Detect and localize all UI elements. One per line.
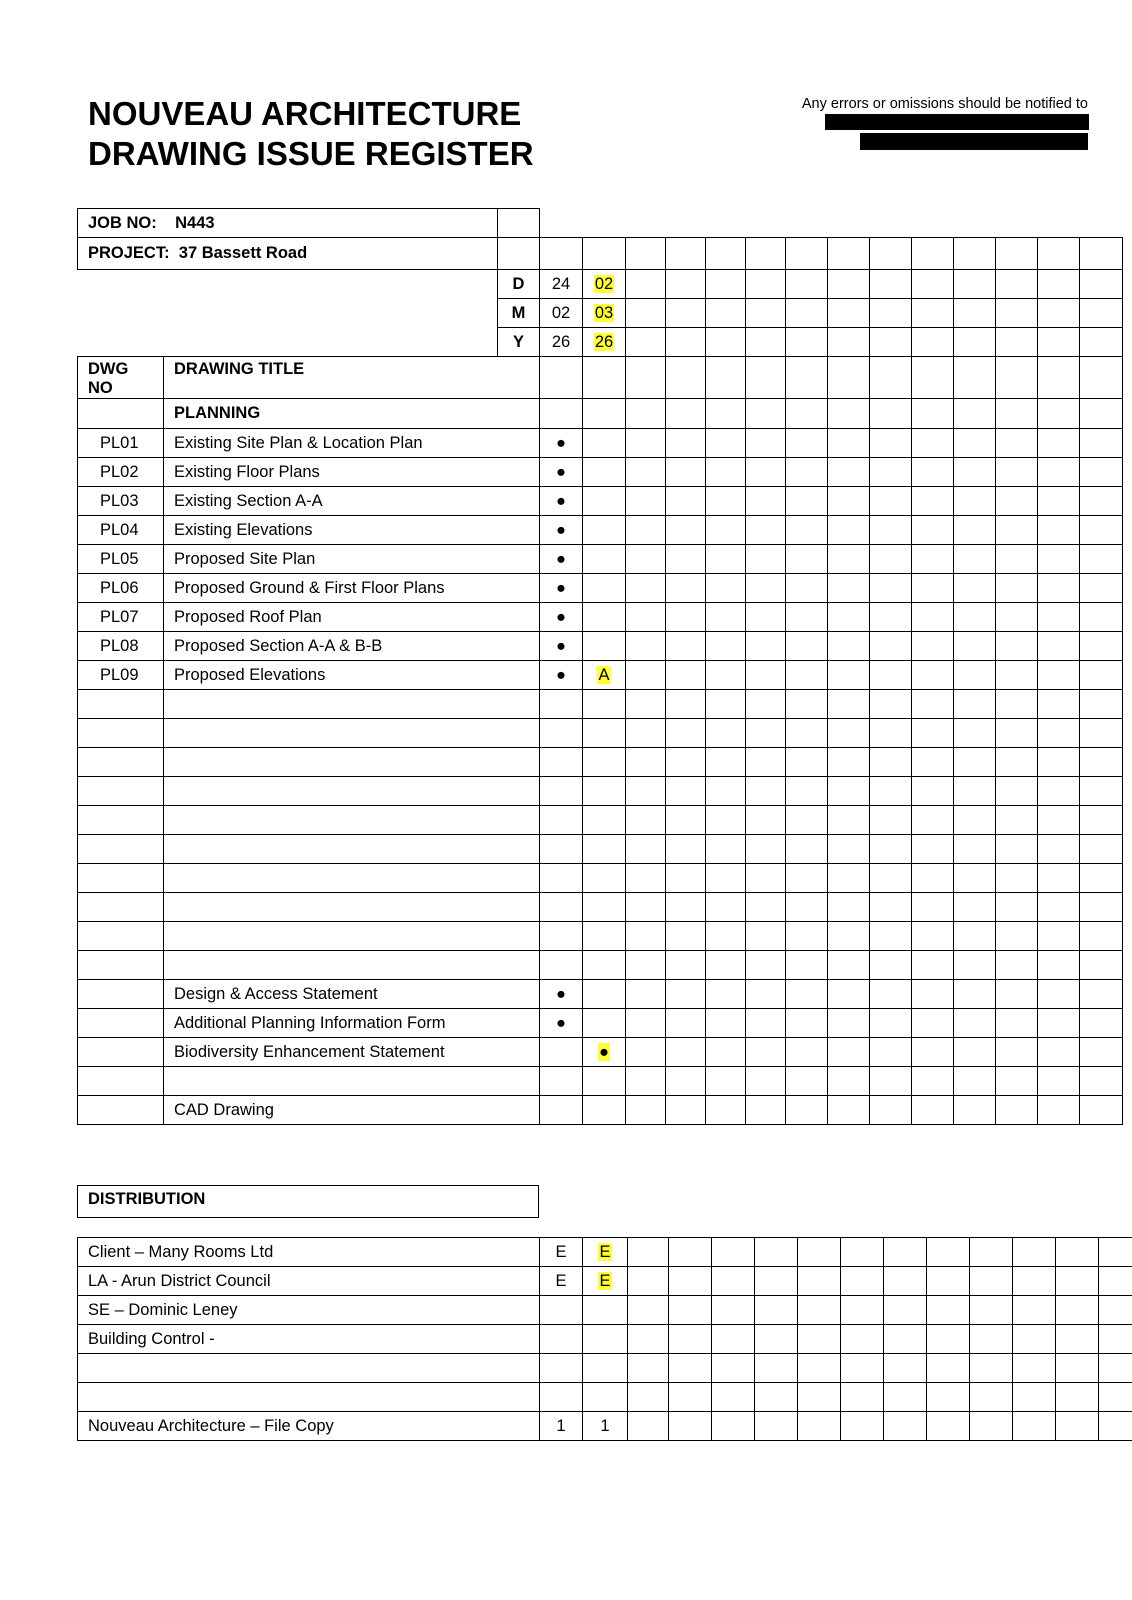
distribution-row — [78, 1296, 1132, 1325]
distribution-row — [78, 1238, 1132, 1267]
recipient-name: LA - Arun District Council — [78, 1267, 540, 1296]
issue1-mark: ● — [540, 632, 583, 661]
distribution-table — [77, 1237, 1132, 1441]
column-header-row — [78, 357, 1123, 399]
drawing-title: Existing Floor Plans — [164, 458, 540, 487]
year-label: Y — [498, 328, 540, 357]
issue2-month: 03 — [594, 303, 614, 322]
drawing-number: PL04 — [78, 516, 164, 545]
drawing-number: PL05 — [78, 545, 164, 574]
day-label: D — [498, 270, 540, 299]
drawing-title: Proposed Site Plan — [164, 545, 540, 574]
issue1-day: 24 — [540, 270, 583, 299]
drawing-register-table — [77, 208, 1123, 1125]
document-title: Additional Planning Information Form — [164, 1009, 540, 1038]
drawing-row — [78, 574, 1123, 603]
issue1-mark: ● — [540, 429, 583, 458]
document-title — [164, 1067, 540, 1096]
date-row-month — [78, 299, 1123, 328]
recipient-name: Client – Many Rooms Ltd — [78, 1238, 540, 1267]
issue1-mark: ● — [540, 574, 583, 603]
drawing-row — [78, 487, 1123, 516]
blank-row — [78, 864, 1123, 893]
issue1-mark: ● — [540, 458, 583, 487]
distribution-heading-table — [77, 1185, 539, 1218]
issue2-method: E — [599, 1242, 611, 1261]
drawing-title: Proposed Ground & First Floor Plans — [164, 574, 540, 603]
issue1-mark: ● — [540, 487, 583, 516]
section-row-planning — [78, 399, 1123, 429]
issue2-mark: ● — [599, 1042, 609, 1061]
issue1-month: 02 — [540, 299, 583, 328]
page-title-line-2: DRAWING ISSUE REGISTER — [88, 135, 534, 172]
drawing-title: Existing Elevations — [164, 516, 540, 545]
drawing-row — [78, 458, 1123, 487]
drawing-row — [78, 661, 1123, 690]
drawing-title-header: DRAWING TITLE — [164, 357, 540, 399]
recipient-name: Nouveau Architecture – File Copy — [78, 1412, 540, 1441]
issue2-year: 26 — [594, 332, 614, 351]
blank-row — [78, 777, 1123, 806]
distribution-row — [78, 1325, 1132, 1354]
drawing-row — [78, 545, 1123, 574]
section-planning: PLANNING — [164, 399, 540, 429]
drawing-title: Existing Site Plan & Location Plan — [164, 429, 540, 458]
document-row — [78, 1038, 1123, 1067]
drawing-number: PL06 — [78, 574, 164, 603]
blank-row — [78, 806, 1123, 835]
blank-row — [78, 748, 1123, 777]
drawing-number: PL02 — [78, 458, 164, 487]
recipient-name — [78, 1354, 540, 1383]
date-row-year — [78, 328, 1123, 357]
blank-row — [78, 719, 1123, 748]
drawing-number: PL01 — [78, 429, 164, 458]
blank-row — [78, 951, 1123, 980]
errors-notice: Any errors or omissions should be notified to — [801, 96, 1088, 112]
blank-row — [78, 690, 1123, 719]
issue1-mark: ● — [540, 516, 583, 545]
issue1-mark: ● — [540, 603, 583, 632]
job-side-cell — [498, 209, 540, 238]
blank-row — [78, 835, 1123, 864]
drawing-title: Proposed Section A-A & B-B — [164, 632, 540, 661]
drawing-row — [78, 516, 1123, 545]
drawing-title: Proposed Elevations — [164, 661, 540, 690]
document-row — [78, 980, 1123, 1009]
drawing-number: PL08 — [78, 632, 164, 661]
drawing-title: Proposed Roof Plan — [164, 603, 540, 632]
drawing-title: Existing Section A-A — [164, 487, 540, 516]
issue1-method: 1 — [540, 1412, 583, 1441]
job-number-cell: JOB NO: N443 — [78, 209, 498, 238]
job-number: N443 — [175, 213, 215, 232]
distribution-row — [78, 1412, 1132, 1441]
drawing-row — [78, 632, 1123, 661]
distribution-row — [78, 1383, 1132, 1412]
project-row — [78, 238, 1123, 270]
distribution-heading: DISTRIBUTION — [78, 1186, 539, 1218]
document-title: Design & Access Statement — [164, 980, 540, 1009]
drawing-number: PL03 — [78, 487, 164, 516]
issue2-method: 1 — [583, 1412, 628, 1441]
distribution-row — [78, 1267, 1132, 1296]
dwg-no-header: DWG NO — [78, 357, 164, 399]
issue1-mark: ● — [540, 661, 583, 690]
issue2-day: 02 — [594, 274, 614, 293]
drawing-number: PL07 — [78, 603, 164, 632]
redaction-bar — [825, 114, 1089, 130]
redaction-bar — [860, 133, 1088, 150]
recipient-name — [78, 1383, 540, 1412]
issue1-year: 26 — [540, 328, 583, 357]
distribution-row — [78, 1354, 1132, 1383]
issue1-mark: ● — [540, 545, 583, 574]
project-cell: PROJECT: 37 Bassett Road — [78, 238, 498, 270]
recipient-name: Building Control - — [78, 1325, 540, 1354]
document-row — [78, 1096, 1123, 1125]
drawing-row — [78, 429, 1123, 458]
issue1-method: E — [540, 1267, 583, 1296]
blank-row — [78, 922, 1123, 951]
date-row-day — [78, 270, 1123, 299]
document-title: CAD Drawing — [164, 1096, 540, 1125]
job-row — [78, 209, 1123, 238]
blank-row — [78, 893, 1123, 922]
document-row — [78, 1009, 1123, 1038]
recipient-name: SE – Dominic Leney — [78, 1296, 540, 1325]
issue2-method: E — [599, 1271, 611, 1290]
document-row — [78, 1067, 1123, 1096]
drawing-row — [78, 603, 1123, 632]
issue1-method: E — [540, 1238, 583, 1267]
project-name: 37 Bassett Road — [178, 244, 308, 262]
issue1-mark: ● — [540, 980, 583, 1009]
page-title-line-1: NOUVEAU ARCHITECTURE — [88, 95, 522, 132]
issue1-mark: ● — [540, 1009, 583, 1038]
month-label: M — [498, 299, 540, 328]
issue2-mark: A — [598, 665, 610, 684]
drawing-number: PL09 — [78, 661, 164, 690]
document-title: Biodiversity Enhancement Statement — [164, 1038, 540, 1067]
